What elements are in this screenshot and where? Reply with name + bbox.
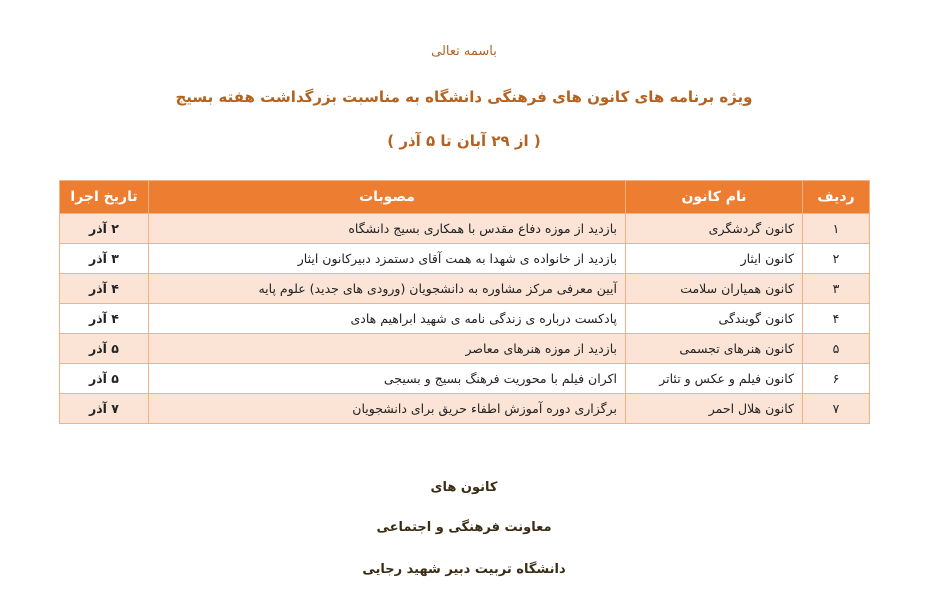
date: ۵ آذر: [60, 334, 149, 364]
club-name: کانون هلال احمر: [626, 394, 803, 424]
table-row: [60, 334, 870, 364]
page-subtitle: ( از ۲۹ آبان تا ۵ آذر ): [387, 132, 541, 150]
club-name: کانون همیاران سلامت: [626, 274, 803, 304]
header-activities: مصوبات: [149, 181, 626, 214]
row-number: ۲: [803, 244, 870, 274]
club-name: کانون ایثار: [626, 244, 803, 274]
club-name: کانون فیلم و عکس و تئاتر: [626, 364, 803, 394]
page-title: ویژه برنامه های کانون های فرهنگی دانشگاه به مناسبت بزرگداشت هفته بسیج: [175, 88, 753, 106]
activity: بازدید از موزه هنرهای معاصر: [149, 334, 626, 364]
date: ۴ آذر: [60, 304, 149, 334]
club-name: کانون هنرهای تجسمی: [626, 334, 803, 364]
row-number: ۴: [803, 304, 870, 334]
footer-line-deputy: معاونت فرهنگی و اجتماعی: [376, 520, 552, 535]
activity: بازدید از خانواده ی شهدا به همت آقای دستمزد دبیرکانون ایثار: [149, 244, 626, 274]
date: ۲ آذر: [60, 214, 149, 244]
activity: بازدید از موزه دفاع مقدس با همکاری بسیج دانشگاه: [149, 214, 626, 244]
row-number: ۱: [803, 214, 870, 244]
date: ۷ آذر: [60, 394, 149, 424]
activity: پادکست درباره ی زندگی نامه ی شهید ابراهیم هادی: [149, 304, 626, 334]
table-row: [60, 304, 870, 334]
programs-table: [59, 180, 870, 424]
date: ۴ آذر: [60, 274, 149, 304]
club-name: کانون گردشگری: [626, 214, 803, 244]
table-header-row: [60, 181, 870, 214]
header-date: تاریخ اجرا: [60, 181, 149, 214]
table-row: [60, 244, 870, 274]
table-row: [60, 214, 870, 244]
table-row: [60, 394, 870, 424]
table-row: [60, 274, 870, 304]
date: ۳ آذر: [60, 244, 149, 274]
row-number: ۶: [803, 364, 870, 394]
header-club-name: نام کانون: [626, 181, 803, 214]
activity: اکران فیلم با محوریت فرهنگ بسیج و بسیجی: [149, 364, 626, 394]
activity: برگزاری دوره آموزش اطفاء حریق برای دانشجویان: [149, 394, 626, 424]
row-number: ۳: [803, 274, 870, 304]
header-row-number: ردیف: [803, 181, 870, 214]
row-number: ۷: [803, 394, 870, 424]
footer-line-clubs: کانون های: [430, 480, 498, 495]
top-note: باسمه تعالی: [431, 44, 497, 59]
date: ۵ آذر: [60, 364, 149, 394]
activity: آیین معرفی مرکز مشاوره به دانشجویان (ورودی های جدید) علوم پایه: [149, 274, 626, 304]
club-name: کانون گویندگی: [626, 304, 803, 334]
table-row: [60, 364, 870, 394]
footer-line-university: دانشگاه تربیت دبیر شهید رجایی: [362, 562, 566, 577]
row-number: ۵: [803, 334, 870, 364]
